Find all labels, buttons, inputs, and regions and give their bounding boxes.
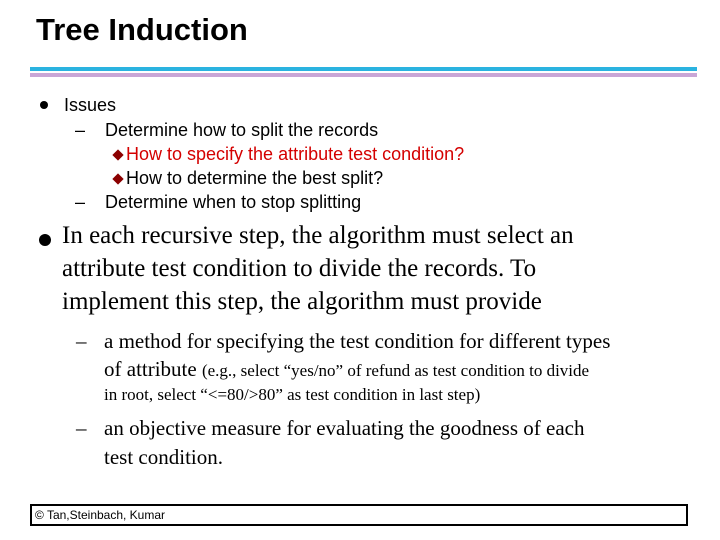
sub-item-method-line bbox=[104, 357, 589, 382]
diamond-bullet-icon bbox=[112, 149, 123, 160]
paragraph-line: In each recursive step, the algorithm must select an bbox=[62, 222, 574, 249]
issues-item-stop: Determine when to stop splitting bbox=[105, 192, 362, 212]
sub-item-method-line: a method for specifying the test condition for different types bbox=[104, 329, 611, 353]
title-rule-bottom bbox=[30, 73, 697, 77]
footer-box bbox=[30, 504, 688, 526]
example-text: (e.g., select “yes/no” of refund as test condition to divide bbox=[201, 361, 590, 380]
sub-item-measure-line: test condition. bbox=[104, 445, 223, 469]
dash-marker: – bbox=[75, 120, 86, 140]
bullet-dot bbox=[40, 101, 48, 109]
dash-marker: – bbox=[76, 329, 87, 353]
footer-copyright: © Tan,Steinbach, Kumar bbox=[35, 508, 166, 522]
dash-marker: – bbox=[76, 416, 87, 440]
sub-item-text: How to specify the attribute test condition? bbox=[126, 144, 465, 164]
sub-item-best-split bbox=[112, 168, 383, 189]
diamond-bullet-icon bbox=[112, 173, 123, 184]
bullet-dot bbox=[39, 234, 51, 246]
paragraph-line: attribute test condition to divide the records. To bbox=[62, 255, 537, 282]
example-text: in root, select “<=80/>80” as test condition in last step) bbox=[104, 385, 481, 404]
slide-title: Tree Induction bbox=[36, 12, 248, 47]
sub-item-text: of attribute bbox=[104, 357, 202, 381]
paragraph-line: implement this step, the algorithm must provide bbox=[62, 288, 542, 315]
issues-heading: Issues bbox=[64, 95, 117, 115]
sub-item-attribute-test bbox=[112, 144, 464, 165]
sub-item-text: How to determine the best split? bbox=[126, 168, 384, 188]
sub-item-measure-line: an objective measure for evaluating the goodness of each bbox=[104, 416, 585, 440]
dash-marker: – bbox=[75, 192, 86, 212]
issues-item-split: Determine how to split the records bbox=[105, 120, 379, 140]
title-rule-top bbox=[30, 67, 697, 71]
